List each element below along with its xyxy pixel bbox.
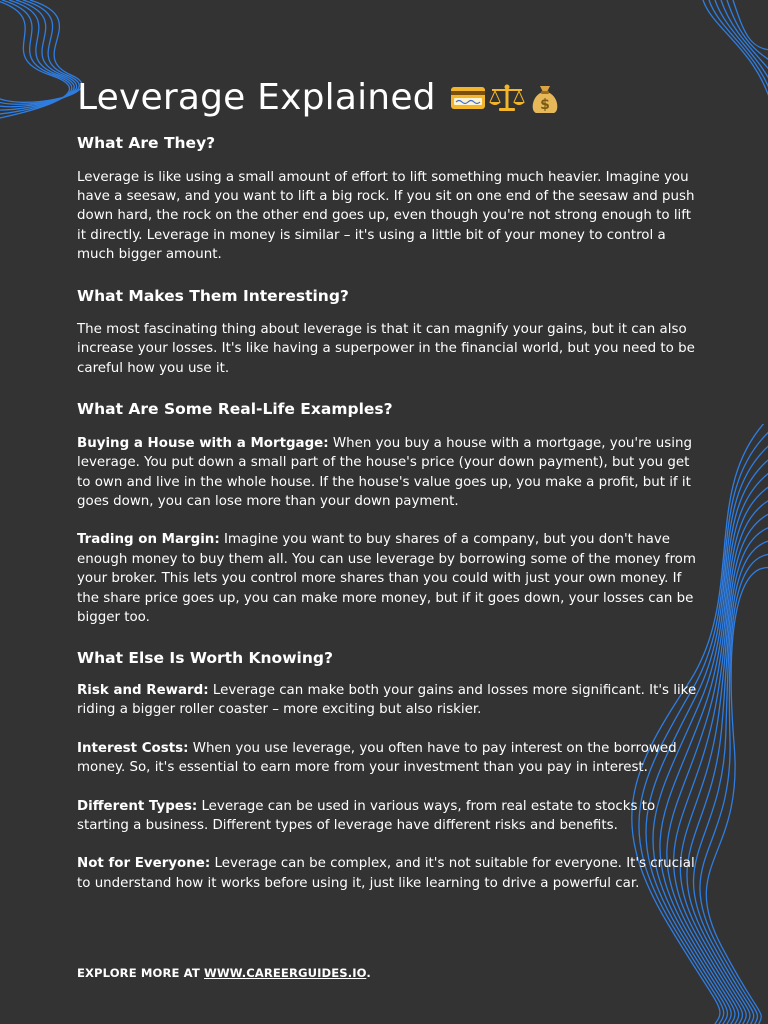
section <box>77 286 697 379</box>
paragraph-text: Leverage can make both your gains and losses more significant. It's like riding a bigger roller coaster – more exciting but also riskier. <box>77 682 697 718</box>
paragraph-text: The most fascinating thing about leverage is that it can magnify your gains, but it can also increase your losses. It's like having a superpower in the financial world, but you need to be careful how you use it. <box>77 322 695 376</box>
section-heading: What Are They? <box>77 134 216 152</box>
section-heading: What Else Is Worth Knowing? <box>77 649 333 668</box>
paragraph-lead: Different Types: <box>77 798 198 814</box>
svg-text:$: $ <box>539 97 550 113</box>
section-heading: What Are Some Real-Life Examples? <box>77 400 393 419</box>
section-heading: What Makes Them Interesting? <box>77 286 349 305</box>
section-paragraph <box>77 530 697 627</box>
section <box>77 651 697 893</box>
section <box>77 402 697 627</box>
paragraph-text: Leverage can be complex, and it's not suitable for everyone. It's crucial to understand how it works before using it, just like learning to drive a powerful car. <box>77 856 695 891</box>
section-paragraph <box>77 168 697 265</box>
paragraph-text: Leverage is like using a small amount of effort to lift something much heavier. Imagine you have a seesaw, and you want to lift a big rock. If you sit on one end of the seesaw and push down hard, the rock on the other end goes up, even though you're not strong enough to lift it directly. Leverage in money is similar – it's using a little bit of your money to control a much bigger amount. <box>77 169 695 263</box>
paragraph-lead: Not for Everyone: <box>77 856 211 872</box>
section-paragraph <box>77 320 697 378</box>
paragraph-lead: Risk and Reward: <box>77 682 209 698</box>
document-body <box>77 72 697 893</box>
section-paragraph <box>77 854 697 893</box>
paragraph-text: When you use leverage, you often have to pay interest on the borrowed money. So, it's essential to earn more from your investment than you pay in interest. <box>77 740 677 776</box>
sections-container <box>77 136 697 893</box>
paragraph-text: Imagine you want to buy shares of a company, but you don't have enough money to buy them all. You can use leverage by borrowing some of the money from your broker. This lets you control more shares than you could with just your own money. If the share price goes up, you can make more money, but if it goes down, your losses can be bigger too. <box>77 532 696 625</box>
balance-scale-icon <box>489 83 525 113</box>
section-paragraph <box>77 681 697 720</box>
section-paragraph <box>77 739 697 778</box>
section-paragraph <box>77 434 697 512</box>
careerguides-link[interactable]: WWW.CAREERGUIDES.IO <box>203 966 367 980</box>
footer-suffix: . <box>366 966 371 980</box>
section-paragraph <box>77 797 697 836</box>
money-bag-icon <box>528 81 562 115</box>
title-row <box>77 72 697 124</box>
paragraph-lead: Buying a House with a Mortgage: <box>77 435 329 451</box>
section <box>77 136 697 265</box>
paragraph-lead: Trading on Margin: <box>77 532 220 548</box>
credit-card-icon <box>450 85 486 111</box>
page-title: Leverage Explained <box>77 77 436 118</box>
title-icons <box>450 81 562 115</box>
top-right-wave-lines <box>698 0 768 130</box>
paragraph-text: Leverage can be used in various ways, from real estate to stocks to starting a business. Different types of leverage have different risks and benefits. <box>77 798 656 833</box>
paragraph-text: When you buy a house with a mortgage, you're using leverage. You put down a small part of the house's price (your down payment), but you get to own and live in the whole house. If the house's value goes up, you make a profit, but if it goes down, you can lose more than your down payment. <box>77 435 692 509</box>
footer <box>77 966 371 980</box>
paragraph-lead: Interest Costs: <box>77 740 189 756</box>
footer-prefix: EXPLORE MORE AT <box>77 966 204 980</box>
